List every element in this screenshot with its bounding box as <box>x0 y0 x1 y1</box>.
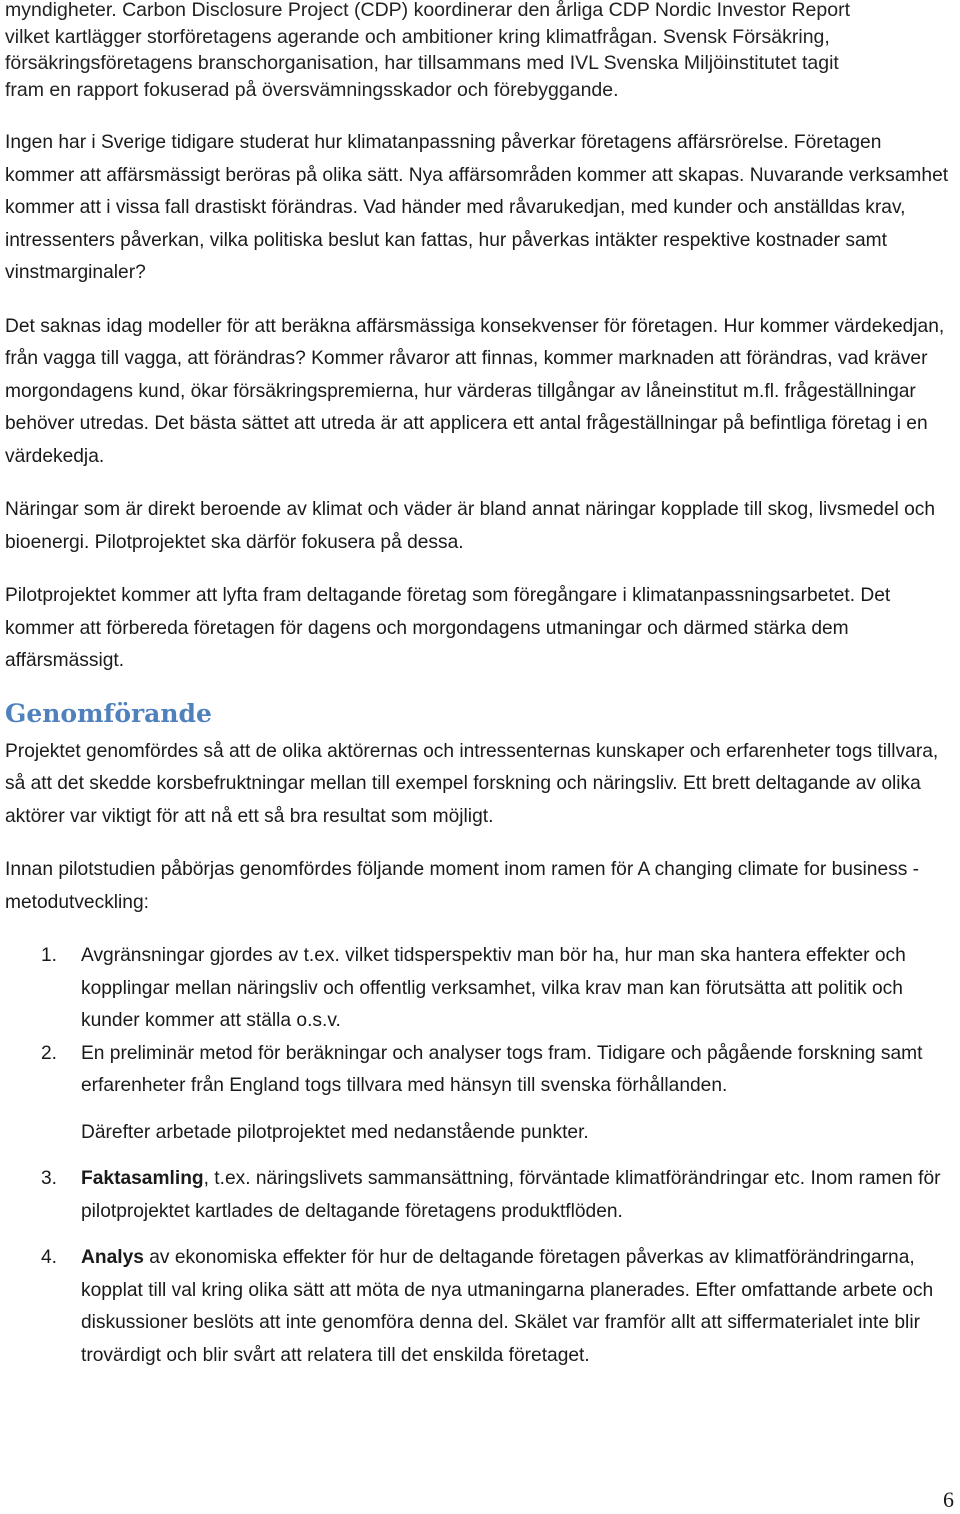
document-page <box>5 0 955 1372</box>
steps-list <box>5 940 955 1103</box>
body-paragraph-industries: Näringar som är direkt beroende av klimat och väder är bland annat näringar kopplade till skog, livsmedel och bioenergi. Pilotprojektet ska därför fokusera på dessa. <box>5 499 936 553</box>
list-item-text: av ekonomiska effekter för hur de deltagande företagen påverkas av klimatförändringarna, kopplat till val kring olika sätt att möta de nya utmaningarna planerades. Efter omfattande arbete och diskussioner beslöts att inte genomföra denna del. Skälet var framför allt att siffermaterialet inte blir trovärdigt och blir svårt att relatera till det enskilda företaget. <box>81 1247 934 1366</box>
list-number: 1. <box>41 945 58 966</box>
list-item-text: , t.ex. näringslivets sammansättning, förväntade klimatförändringar etc. Inom ramen för pilotprojektet kartlades de deltagande företagens produktflöden. <box>81 1168 941 1222</box>
intro-line: myndigheter. Carbon Disclosure Project (CDP) koordinerar den årliga CDP Nordic Investor Report <box>5 0 850 21</box>
list-item <box>5 1163 955 1228</box>
list-item-keyword: Faktasamling <box>81 1168 204 1189</box>
steps-list-continued <box>5 1163 955 1228</box>
list-item <box>5 1242 955 1372</box>
page-number: 6 <box>943 1487 954 1512</box>
section-heading: Genomförande <box>5 698 212 728</box>
list-item <box>5 1038 955 1103</box>
list-item-text: En preliminär metod för beräkningar och analyser togs fram. Tidigare och pågående forskning samt erfarenheter från England togs tillvara med hänsyn till svenska förhållanden. <box>81 1042 923 1096</box>
steps-list-final <box>5 1242 955 1372</box>
body-paragraph-models: Det saknas idag modeller för att beräkna affärsmässiga konsekvenser för företagen. Hur kommer värdekedjan, från vagga till vagga, att förändras? Kommer råvaror att finnas, kommer marknaden att förändras, vad kräver morgondagens kund, ökar försäkringspremierna, hur värderas tillgångar av låneinstitut m.fl. frågeställningar behöver utredas. Det bästa sättet att utreda är att applicera ett antal frågeställningar på befintliga företag i en värdekedja. <box>5 315 945 467</box>
section-paragraph-method: Innan pilotstudien påbörjas genomfördes följande moment inom ramen för A changing climate for business - metodutveckling: <box>5 859 920 913</box>
intro-paragraph <box>5 0 955 106</box>
body-paragraph-pilot: Pilotprojektet kommer att lyfta fram deltagande företag som föregångare i klimatanpassningsarbetet. Det kommer att förbereda företagen för dagens och morgondagens utmaningar och därmed stärka dem affärsmässigt. <box>5 585 891 671</box>
interlude-text: Därefter arbetade pilotprojektet med nedanstående punkter. <box>81 1121 589 1143</box>
section-paragraph-implementation: Projektet genomfördes så att de olika aktörernas och intressenternas kunskaper och erfarenheter togs tillvara, så att det skedde korsbefruktningar mellan till exempel forskning och näringsliv. Ett brett deltagande av olika aktörer var viktigt för att nå ett så bra resultat som möjligt. <box>5 740 939 827</box>
list-number: 2. <box>41 1042 58 1064</box>
intro-line: vilket kartlägger storföretagens agerande och ambitioner kring klimatfrågan. Svensk Försäkring, <box>5 25 830 48</box>
list-item <box>5 940 955 1038</box>
intro-line: försäkringsföretagens branschorganisation, har tillsammans med IVL Svenska Miljöinstitutet tagit <box>5 52 839 74</box>
list-item-text: Avgränsningar gjordes av t.ex. vilket tidsperspektiv man bör ha, hur man ska hantera effekter och kopplingar mellan näringsliv och offentlig verksamhet, vilka krav man kan förutsätta att politik och kunder kommer att ställa o.s.v. <box>81 945 906 1031</box>
list-number: 3. <box>41 1168 58 1189</box>
intro-line: fram en rapport fokuserad på översvämningsskador och förebyggande. <box>5 78 619 101</box>
list-item-keyword: Analys <box>81 1247 144 1268</box>
body-paragraph-business-impact: Ingen har i Sverige tidigare studerat hur klimatanpassning påverkar företagens affärsrörelse. Företagen kommer att affärsmässigt beröras på olika sätt. Nya affärsområden kommer att skapas. Nuvarande verksamhet kommer att i vissa fall drastiskt förändras. Vad händer med råvarukedjan, med kunder och anställdas krav, intressenters påverkan, vilka politiska beslut kan fattas, hur påverkas intäkter respektive kostnader samt vinstmarginaler? <box>5 132 949 283</box>
list-number: 4. <box>41 1247 58 1268</box>
